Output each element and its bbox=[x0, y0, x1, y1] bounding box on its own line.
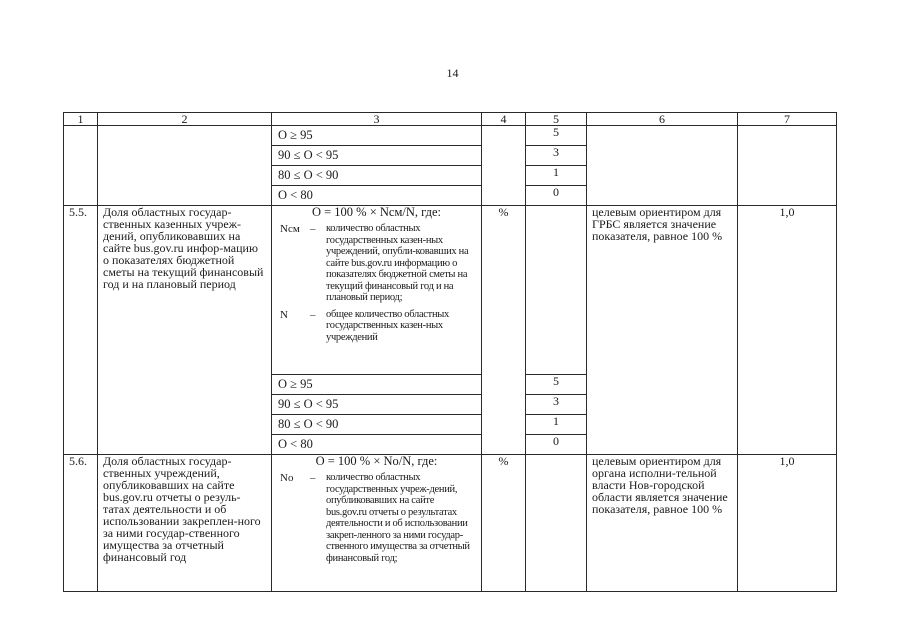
variable-symbol: N bbox=[280, 308, 288, 321]
column-header: 6 bbox=[587, 113, 738, 126]
formula-variable bbox=[277, 309, 476, 344]
column-header: 4 bbox=[482, 113, 526, 126]
condition-cell: O < 80 bbox=[272, 435, 482, 455]
formula: O = 100 % × Nсм/N, где: bbox=[311, 205, 442, 219]
unit-cell: % bbox=[482, 206, 526, 455]
empty-cell bbox=[738, 126, 837, 206]
points-cell: 0 bbox=[526, 186, 587, 206]
condition-cell: 80 ≤ O < 90 bbox=[272, 166, 482, 186]
page-number: 14 bbox=[446, 66, 459, 80]
table-header-row bbox=[64, 113, 837, 126]
formula-variable bbox=[277, 223, 476, 304]
empty-cell bbox=[482, 126, 526, 206]
indicator-index: 5.6. bbox=[64, 455, 98, 592]
condition-cell: 80 ≤ O < 90 bbox=[272, 415, 482, 435]
column-header: 1 bbox=[64, 113, 98, 126]
target-cell: целевым ориентиром для органа исполни-тельной власти Нов-городской области является значение показателя, равное 100 % bbox=[587, 455, 738, 592]
points-cell: 5 bbox=[526, 375, 587, 395]
variable-description: количество областных государственных казен-ных учреждений, опубли-ковавших на сайте bus.gov.ru информацию о показателях бюджетной сметы на текущий финансовый год и на плановый период; bbox=[326, 223, 469, 303]
variable-dash: – bbox=[310, 223, 316, 235]
column-header: 3 bbox=[272, 113, 482, 126]
points-cell: 1 bbox=[526, 166, 587, 186]
empty-cell bbox=[526, 206, 587, 375]
formula-variable bbox=[277, 472, 476, 564]
variable-dash: – bbox=[310, 472, 316, 484]
formula-cell bbox=[272, 455, 482, 592]
target-cell: целевым ориентиром для ГРБС является значение показателя, равное 100 % bbox=[587, 206, 738, 455]
empty-cell bbox=[64, 126, 98, 206]
points-cell: 5 bbox=[526, 126, 587, 146]
indicator-table bbox=[63, 112, 837, 592]
column-header: 5 bbox=[526, 113, 587, 126]
indicator-name: Доля областных государ-ственных казенных учреж-дений, опубликовавших на сайте bus.gov.ru инфор-мацию о показателях бюджетной сметы на текущий финансовый год и на плановый период bbox=[98, 206, 272, 455]
weight-cell: 1,0 bbox=[738, 206, 837, 455]
weight-cell: 1,0 bbox=[738, 455, 837, 592]
condition-cell: O < 80 bbox=[272, 186, 482, 206]
points-cell: 1 bbox=[526, 415, 587, 435]
indicator-index: 5.5. bbox=[64, 206, 98, 455]
variable-description: общее количество областных государственных казен-ных учреждений bbox=[326, 308, 449, 343]
empty-cell bbox=[98, 126, 272, 206]
variable-symbol: Nо bbox=[280, 472, 294, 484]
empty-cell bbox=[526, 455, 587, 592]
variable-description: количество областных государственных учреж-дений, опубликовавших на сайте bus.gov.ru отчеты о результатах деятельности и об использовании закреп-ленного за ними государ-ственного имущества за отчетный финансовый год; bbox=[326, 472, 470, 564]
indicator-row bbox=[64, 455, 837, 592]
indicator-row bbox=[64, 206, 837, 375]
formula-cell bbox=[272, 206, 482, 375]
points-cell: 0 bbox=[526, 435, 587, 455]
indicator-name: Доля областных государ-ственных учреждений, опубликовавших на сайте bus.gov.ru отчеты о резуль-татах деятельности и об использовании закреплен-ного за ними государ-ственного имущества за отчетный финансовый год bbox=[98, 455, 272, 592]
column-header: 2 bbox=[98, 113, 272, 126]
empty-cell bbox=[587, 126, 738, 206]
condition-cell: 90 ≤ O < 95 bbox=[272, 395, 482, 415]
condition-cell: O ≥ 95 bbox=[272, 126, 482, 146]
condition-cell: 90 ≤ O < 95 bbox=[272, 146, 482, 166]
condition-cell: O ≥ 95 bbox=[272, 375, 482, 395]
points-cell: 3 bbox=[526, 146, 587, 166]
variable-dash: – bbox=[310, 308, 316, 321]
formula: O = 100 % × Nо/N, где: bbox=[315, 454, 438, 468]
unit-cell: % bbox=[482, 455, 526, 592]
column-header: 7 bbox=[738, 113, 837, 126]
points-cell: 3 bbox=[526, 395, 587, 415]
table-row bbox=[64, 126, 837, 146]
variable-symbol: Nсм bbox=[280, 223, 300, 235]
